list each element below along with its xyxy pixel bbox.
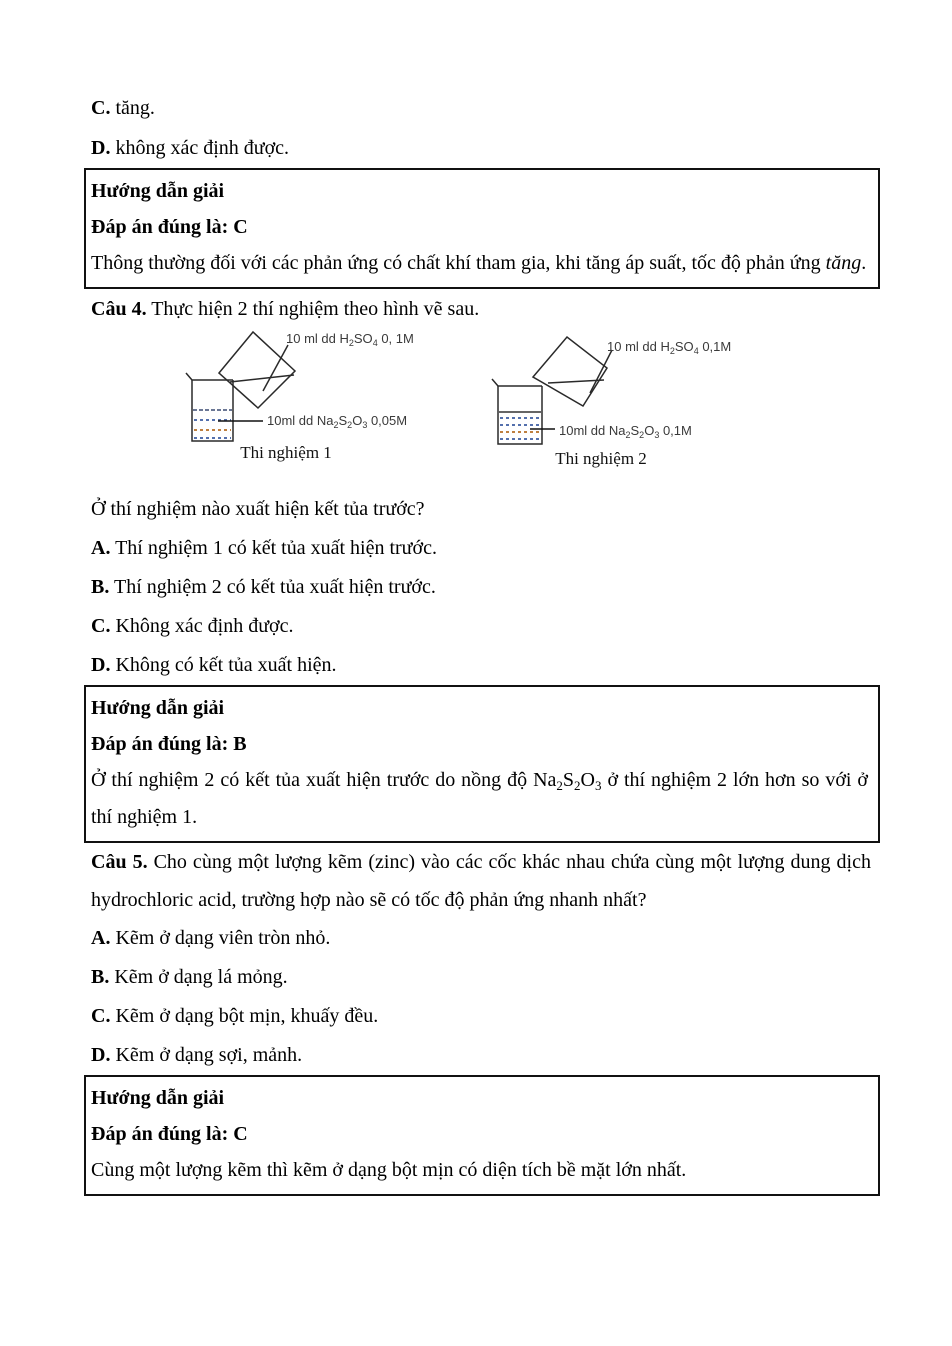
solution-body-italic: tăng — [825, 252, 862, 274]
experiment-1-caption: Thi nghiệm 1 — [240, 443, 332, 462]
flask-1-label: 10 ml dd $H_2SO_4$ 0, 1M — [286, 331, 414, 348]
option-text: không xác định được. — [110, 137, 290, 159]
solution-body-text: S — [562, 769, 575, 791]
solution-heading: Hướng dẫn giải — [91, 1087, 225, 1109]
q5-option-b — [91, 958, 871, 997]
option-text: Kẽm ở dạng lá mỏng. — [109, 966, 288, 988]
option-label: C. — [91, 1005, 111, 1027]
question-4-heading — [91, 289, 871, 329]
question-prompt: Thực hiện 2 thí nghiệm theo hình vẽ sau. — [146, 298, 480, 320]
experiment-diagram — [91, 329, 871, 489]
option-label: D. — [91, 1044, 111, 1066]
option-text: Kẽm ở dạng sợi, mảnh. — [110, 1044, 303, 1066]
option-line-c — [91, 88, 871, 128]
option-label: C. — [91, 97, 111, 119]
q4-option-c — [91, 607, 871, 646]
solution-heading: Hướng dẫn giải — [91, 180, 225, 202]
option-label: D. — [91, 137, 111, 159]
experiment-2-caption: Thi nghiệm 2 — [555, 449, 647, 468]
q4-option-d — [91, 646, 871, 685]
flask-2-label: 10 ml dd $H_2SO_4$ 0,1M — [607, 339, 732, 356]
flask-1-icon — [219, 332, 295, 408]
q5-option-d — [91, 1036, 871, 1075]
solution-body-text: O — [580, 769, 595, 791]
solution-body-text: Ở thí nghiệm 2 có kết tủa xuất hiện trước do nồng độ Na — [91, 769, 557, 791]
option-label: A. — [91, 537, 111, 559]
option-text: Không có kết tủa xuất hiện. — [110, 654, 337, 676]
q5-option-c — [91, 997, 871, 1036]
solution-answer: Đáp án đúng là: B — [91, 733, 247, 755]
solution-box-1 — [84, 168, 880, 289]
q5-option-a — [91, 919, 871, 958]
beaker-2-label: 10ml dd $Na_2S_2O_3$ 0,1M — [559, 423, 692, 440]
chem-subscript: 2 — [574, 778, 581, 793]
option-label: B. — [91, 576, 110, 598]
solution-box-2 — [84, 685, 880, 843]
q4-option-b — [91, 568, 871, 607]
beaker-2-liquid — [499, 412, 541, 439]
diagram-drawing — [91, 329, 871, 489]
option-label: B. — [91, 966, 110, 988]
solution-body-text: ở thí nghiệm 2 lớn hơn so với ở thí nghiệm 1. — [91, 769, 868, 828]
option-text: Kẽm ở dạng viên tròn nhỏ. — [110, 927, 331, 949]
q4-option-a — [91, 529, 871, 568]
solution-box-3 — [84, 1075, 880, 1196]
option-text: Thí nghiệm 2 có kết tủa xuất hiện trước. — [109, 576, 436, 598]
option-label: A. — [91, 927, 111, 949]
chem-subscript: 3 — [595, 778, 602, 793]
solution-body-text: . — [861, 252, 867, 274]
solution-heading: Hướng dẫn giải — [91, 697, 225, 719]
option-label: D. — [91, 654, 111, 676]
solution-body: Cùng một lượng kẽm thì kẽm ở dạng bột mịn có diện tích bề mặt lớn nhất. — [91, 1159, 687, 1181]
option-text: Không xác định được. — [110, 615, 294, 637]
solution-body-text: Thông thường đối với các phản ứng có chất khí tham gia, khi tăng áp suất, tốc độ phản ứng — [91, 252, 826, 274]
chem-subscript: 2 — [556, 778, 563, 793]
question-number: Câu 4. — [91, 298, 147, 320]
solution-answer: Đáp án đúng là: C — [91, 216, 248, 238]
option-line-d — [91, 128, 871, 168]
question-number: Câu 5. — [91, 851, 148, 873]
option-label: C. — [91, 615, 111, 637]
beaker-1-liquid — [193, 410, 232, 438]
solution-answer: Đáp án đúng là: C — [91, 1123, 248, 1145]
option-text: tăng. — [110, 97, 155, 119]
question-4-text: Ở thí nghiệm nào xuất hiện kết tủa trước? — [91, 498, 425, 520]
option-text: Kẽm ở dạng bột mịn, khuấy đều. — [110, 1005, 379, 1027]
beaker-1-label: 10ml dd $Na_2S_2O_3$ 0,05M — [267, 413, 408, 430]
question-5-heading — [91, 843, 871, 919]
flask-2-icon — [533, 337, 612, 406]
solution-body — [91, 245, 868, 282]
option-text: Thí nghiệm 1 có kết tủa xuất hiện trước. — [110, 537, 437, 559]
solution-body — [91, 762, 868, 836]
question-prompt: Cho cùng một lượng kẽm (zinc) vào các cốc khác nhau chứa cùng một lượng dung dịch hydrochloric acid, trường hợp nào sẽ có tốc độ phản ứng nhanh nhất? — [91, 851, 871, 911]
